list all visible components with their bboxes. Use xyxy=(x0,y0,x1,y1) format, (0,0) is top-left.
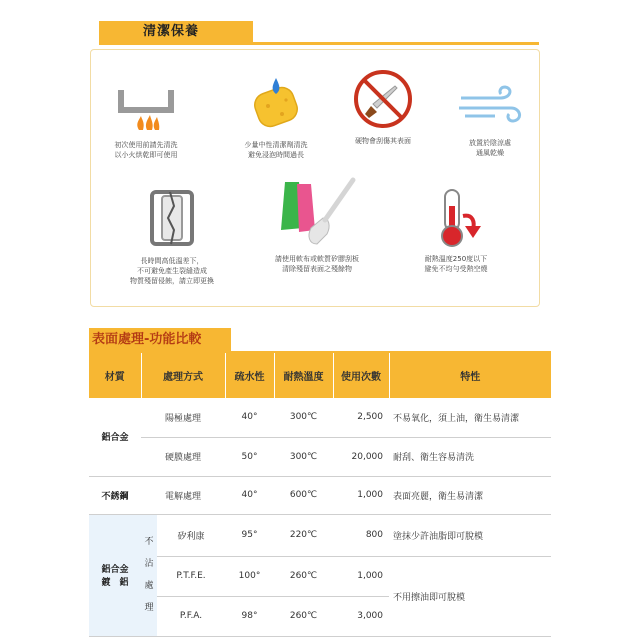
feature-cell: 表面亮麗，衛生易清潔 xyxy=(389,476,551,514)
temp-cell: 260℃ xyxy=(274,556,333,596)
method-cell: 陽極處理 xyxy=(141,398,225,437)
cracked-pan-icon xyxy=(144,186,200,250)
nonstick-char: 處 xyxy=(144,581,154,591)
care-section-title: 清潔保養 xyxy=(99,21,253,43)
material-label-line: 鍍 鋁 xyxy=(101,578,129,588)
care-item-heat-limit xyxy=(408,186,504,274)
care-item-replace-cracked xyxy=(112,186,232,286)
cloth-spatula-icon xyxy=(269,174,365,248)
table-row xyxy=(89,476,551,514)
surface-treatment-table xyxy=(89,353,551,637)
temp-cell: 300℃ xyxy=(274,398,333,437)
care-item-no-hard-objects xyxy=(338,68,428,146)
thermometer-icon xyxy=(421,186,491,248)
hydrophobic-cell: 98° xyxy=(225,596,274,636)
feature-cell: 耐刮、衛生容易清洗 xyxy=(389,437,551,476)
nonstick-char: 理 xyxy=(144,603,154,613)
comparison-title: 表面處理-功能比較 xyxy=(89,328,231,352)
table-row xyxy=(89,398,551,437)
care-title-underline xyxy=(99,42,539,45)
table-header-row xyxy=(89,353,551,398)
feature-cell: 不易氧化，須上油，衛生易清潔 xyxy=(389,398,551,437)
material-plated-aluminum xyxy=(89,514,141,636)
uses-cell: 3,000 xyxy=(333,596,389,636)
temp-cell: 600℃ xyxy=(274,476,333,514)
method-cell: P.F.A. xyxy=(157,596,225,636)
care-item-preheat xyxy=(100,86,192,160)
feature-cell: 不用擦油即可脫模 xyxy=(389,556,551,636)
care-text-line: 物質殘留侵蝕，請立即更換 xyxy=(130,277,214,285)
sponge-icon xyxy=(246,72,306,134)
hydrophobic-cell: 50° xyxy=(225,437,274,476)
header-features: 特性 xyxy=(389,353,551,398)
care-text-line: 請使用軟布或軟質矽膠刮板 xyxy=(275,255,359,263)
feature-cell: 塗抹少許油脂即可脫模 xyxy=(389,514,551,556)
material-label-line: 鋁合金 xyxy=(101,565,129,575)
method-cell: 矽利康 xyxy=(157,514,225,556)
no-knife-icon xyxy=(351,68,415,130)
temp-cell: 260℃ xyxy=(274,596,333,636)
material-aluminum: 鋁合金 xyxy=(89,398,141,476)
uses-cell: 2,500 xyxy=(333,398,389,437)
method-cell: 電解處理 xyxy=(141,476,225,514)
care-item-dry-storage xyxy=(448,84,532,158)
header-hydrophobic: 疏水性 xyxy=(225,353,274,398)
method-cell: P.T.F.E. xyxy=(157,556,225,596)
care-text-line: 初次使用前請先清洗 xyxy=(114,141,178,149)
hydrophobic-cell: 95° xyxy=(225,514,274,556)
temp-cell: 300℃ xyxy=(274,437,333,476)
care-text-line: 長時間高低溫差下， xyxy=(140,257,204,265)
hydrophobic-cell: 40° xyxy=(225,476,274,514)
table-row xyxy=(89,514,551,556)
header-usage-count: 使用次數 xyxy=(333,353,389,398)
temp-cell: 220℃ xyxy=(274,514,333,556)
care-item-detergent xyxy=(228,72,324,160)
header-method: 處理方式 xyxy=(141,353,225,398)
hydrophobic-cell: 40° xyxy=(225,398,274,437)
hydrophobic-cell: 100° xyxy=(225,556,274,596)
care-text-line: 不可避免產生裂縫造成 xyxy=(137,267,207,275)
table-row xyxy=(89,437,551,476)
uses-cell: 1,000 xyxy=(333,556,389,596)
uses-cell: 1,000 xyxy=(333,476,389,514)
care-text-line: 少量中性清潔劑清洗 xyxy=(244,141,308,149)
material-stainless: 不銹鋼 xyxy=(89,476,141,514)
care-text-line: 通風乾燥 xyxy=(476,149,504,157)
care-text-line: 避免浸泡時間過長 xyxy=(248,151,304,159)
care-text-line: 避免不均勻受熱空燒 xyxy=(424,265,488,273)
method-cell: 硬膜處理 xyxy=(141,437,225,476)
header-material: 材質 xyxy=(89,353,141,398)
pan-on-fire-icon xyxy=(111,86,181,134)
care-text-line: 放置於陰涼處 xyxy=(469,139,511,147)
care-text-line: 以小火烘乾即可使用 xyxy=(114,151,178,159)
care-text-line: 清除殘留表面之殘餘物 xyxy=(282,265,352,273)
uses-cell: 800 xyxy=(333,514,389,556)
nonstick-char: 沾 xyxy=(144,559,154,569)
care-text-line: 耐熱溫度250度以下 xyxy=(424,255,488,263)
header-heat-resistance: 耐熱溫度 xyxy=(274,353,333,398)
care-item-soft-tools xyxy=(252,174,382,274)
wind-icon xyxy=(455,84,525,132)
care-text-line: 硬物會刮傷其表面 xyxy=(355,137,411,145)
nonstick-label xyxy=(141,514,157,636)
uses-cell: 20,000 xyxy=(333,437,389,476)
table-row xyxy=(89,556,551,596)
nonstick-char: 不 xyxy=(144,537,154,547)
